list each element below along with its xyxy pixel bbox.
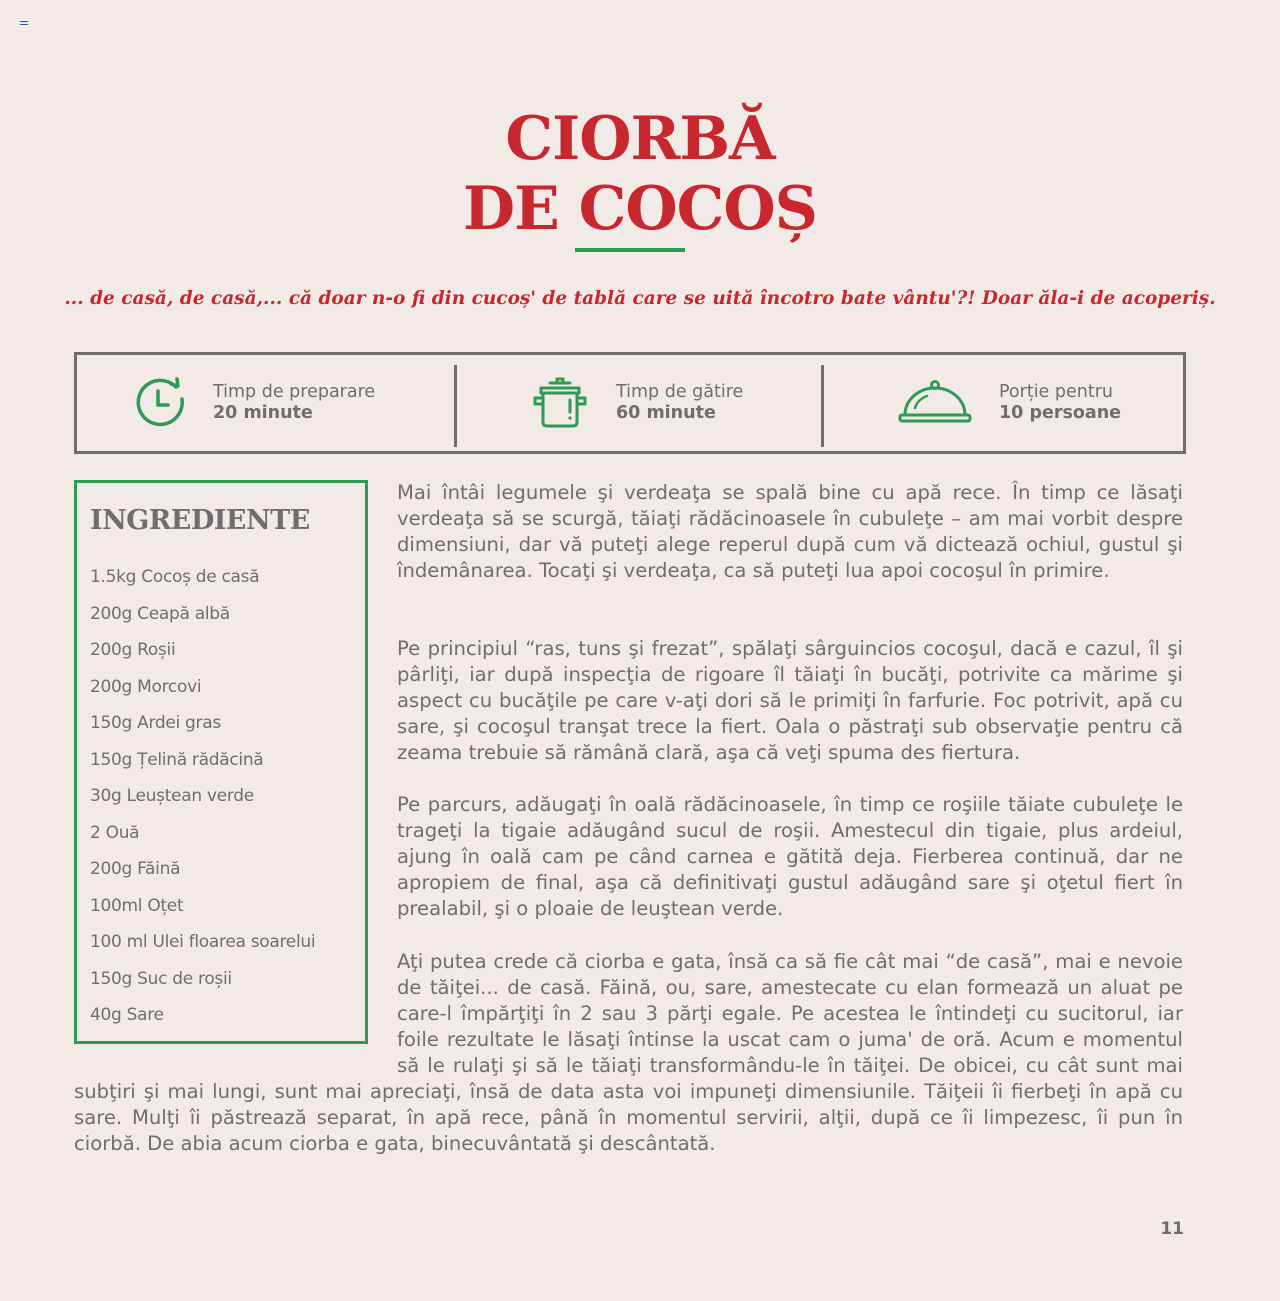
ingredient-item: 200g Făină xyxy=(90,859,181,879)
info-divider-2 xyxy=(821,365,824,447)
info-divider-1 xyxy=(454,365,457,447)
ingredient-item: 150g Suc de roșii xyxy=(90,968,232,989)
corner-marker-icon xyxy=(20,21,28,26)
ingredient-item: 150g Ardei gras xyxy=(90,713,221,733)
ingredients-box xyxy=(74,480,368,1044)
ingredient-item: 1.5kg Cocoș de casă xyxy=(90,567,260,587)
ingredients-list xyxy=(90,567,315,1042)
instruction-paragraph-3: Pe parcurs, adăugaţi în oală rădăcinoasele, în timp ce roşiile tăiate cubuleţe le trageţi la tigaie adăugând sucul de roşii. Amestecul din tigaie, plus ardeiul, ajung în oală cam pe când carnea e gătită deja. Fierberea continuă, dar ne apropiem de final, aşa că definitivaţi gustul adăugând sare şi oţetul fiert în prealabil, şi o ploaie de leuştean verde. xyxy=(397,793,1183,920)
prep-time-item xyxy=(133,355,375,451)
cook-time-value: 60 minute xyxy=(616,403,716,423)
instruction-paragraph-4: Aţi putea crede că ciorba e gata, însă ca să fie cât mai “de casă”, mai e nevoie de tăiţei... de casă. Făină, ou, sare, amestecate cu elan formează un aluat pe care-l împărţiţi în 2 sau 3 părţi egale. Pe acestea le întindeţi cu sucitorul, iar foile rezultate le lăsaţi întinse la uscat cam o juma' de oră. Acum e momentul să le rulaţi şi să le tăiaţi transformându-le în tăiţei. De obicei, cu cât sunt mai xyxy=(397,950,1183,1077)
recipe-title xyxy=(0,104,1280,244)
instruction-paragraph-1: Mai întâi legumele şi verdeaţa se spală bine cu apă rece. În timp ce lăsaţi verdeaţa să se scurgă, tăiaţi rădăcinoasele în cubuleţe – am mai vorbit despre dimensiuni, dar vă puteţi alege reperul după cum vă dictează ochiul, gustul şi îndemânarea. Tocaţi şi verdeaţa, ca să puteţi lua apoi cocoşul în primire. xyxy=(397,481,1183,582)
prep-time-value: 20 minute xyxy=(213,403,313,423)
portion-label: Porție pentru xyxy=(999,382,1113,402)
recipe-tagline: ... de casă, de casă,... că doar n-o fi din cucoș' de tablă care se uită încotro bate vântu'?! Doar ăla-i de acoperiș. xyxy=(64,288,1216,309)
cook-time-item xyxy=(530,355,743,451)
serving-cloche-icon xyxy=(897,376,973,430)
ingredient-item: 200g Roșii xyxy=(90,640,176,660)
ingredient-item: 200g Morcovi xyxy=(90,676,202,697)
instruction-paragraph-2: Pe principiul “ras, tuns şi frezat”, spălaţi sârguincios cocoşul, dacă e cazul, îl şi pârliţi, iar după inspecţia de rigoare îl tăiaţi în bucăţi, potrivite ca mărime şi aspect cu bucăţile pe care v-aţi dori să le primiţi în farfurie. Foc potrivit, apă cu sare, şi cocoşul tranşat trece la fiert. Oala o păstraţi sub observaţie pentru că zeama trebuie să rămână clară, aşa că veţi spuma des fiertura. xyxy=(397,637,1183,764)
ingredients-heading: INGREDIENTE xyxy=(90,505,310,536)
ingredient-item: 100ml Oțet xyxy=(90,895,184,916)
portion-item xyxy=(897,355,1121,451)
recipe-info-box xyxy=(74,352,1186,454)
instruction-paragraph-4-continued: subţiri şi mai lungi, sunt mai apreciaţi, însă de data asta voi impuneţi dimensiunile. Tăiţeii îi fierbeţi în apă cu sare. Mulţi îi păstrează separat, în apă rece, până în momentul servirii, alţii, după ce îi limpezesc, îi pun în ciorbă. De abia acum ciorba e gata, binecuvântată şi descântată. xyxy=(74,1080,1183,1155)
ingredient-item: 2 Ouă xyxy=(90,822,140,843)
prep-time-label: Timp de preparare xyxy=(213,382,376,402)
title-underline xyxy=(575,248,685,252)
ingredient-item: 200g Ceapă albă xyxy=(90,603,230,624)
cooking-pot-icon xyxy=(530,376,590,430)
ingredient-item: 100 ml Ulei floarea soarelui xyxy=(90,932,316,952)
portion-value: 10 persoane xyxy=(999,403,1122,423)
title-line-1: CIORBĂ xyxy=(505,104,775,174)
ingredient-item: 30g Leuștean verde xyxy=(90,786,254,806)
ingredient-item: 150g Țelină rădăcină xyxy=(90,749,264,770)
ingredient-item: 40g Sare xyxy=(90,1005,164,1025)
title-line-2: DE COCOȘ xyxy=(462,174,818,244)
cook-time-label: Timp de gătire xyxy=(616,382,744,402)
clock-icon xyxy=(133,376,187,430)
page-number: 11 xyxy=(1160,1219,1184,1239)
